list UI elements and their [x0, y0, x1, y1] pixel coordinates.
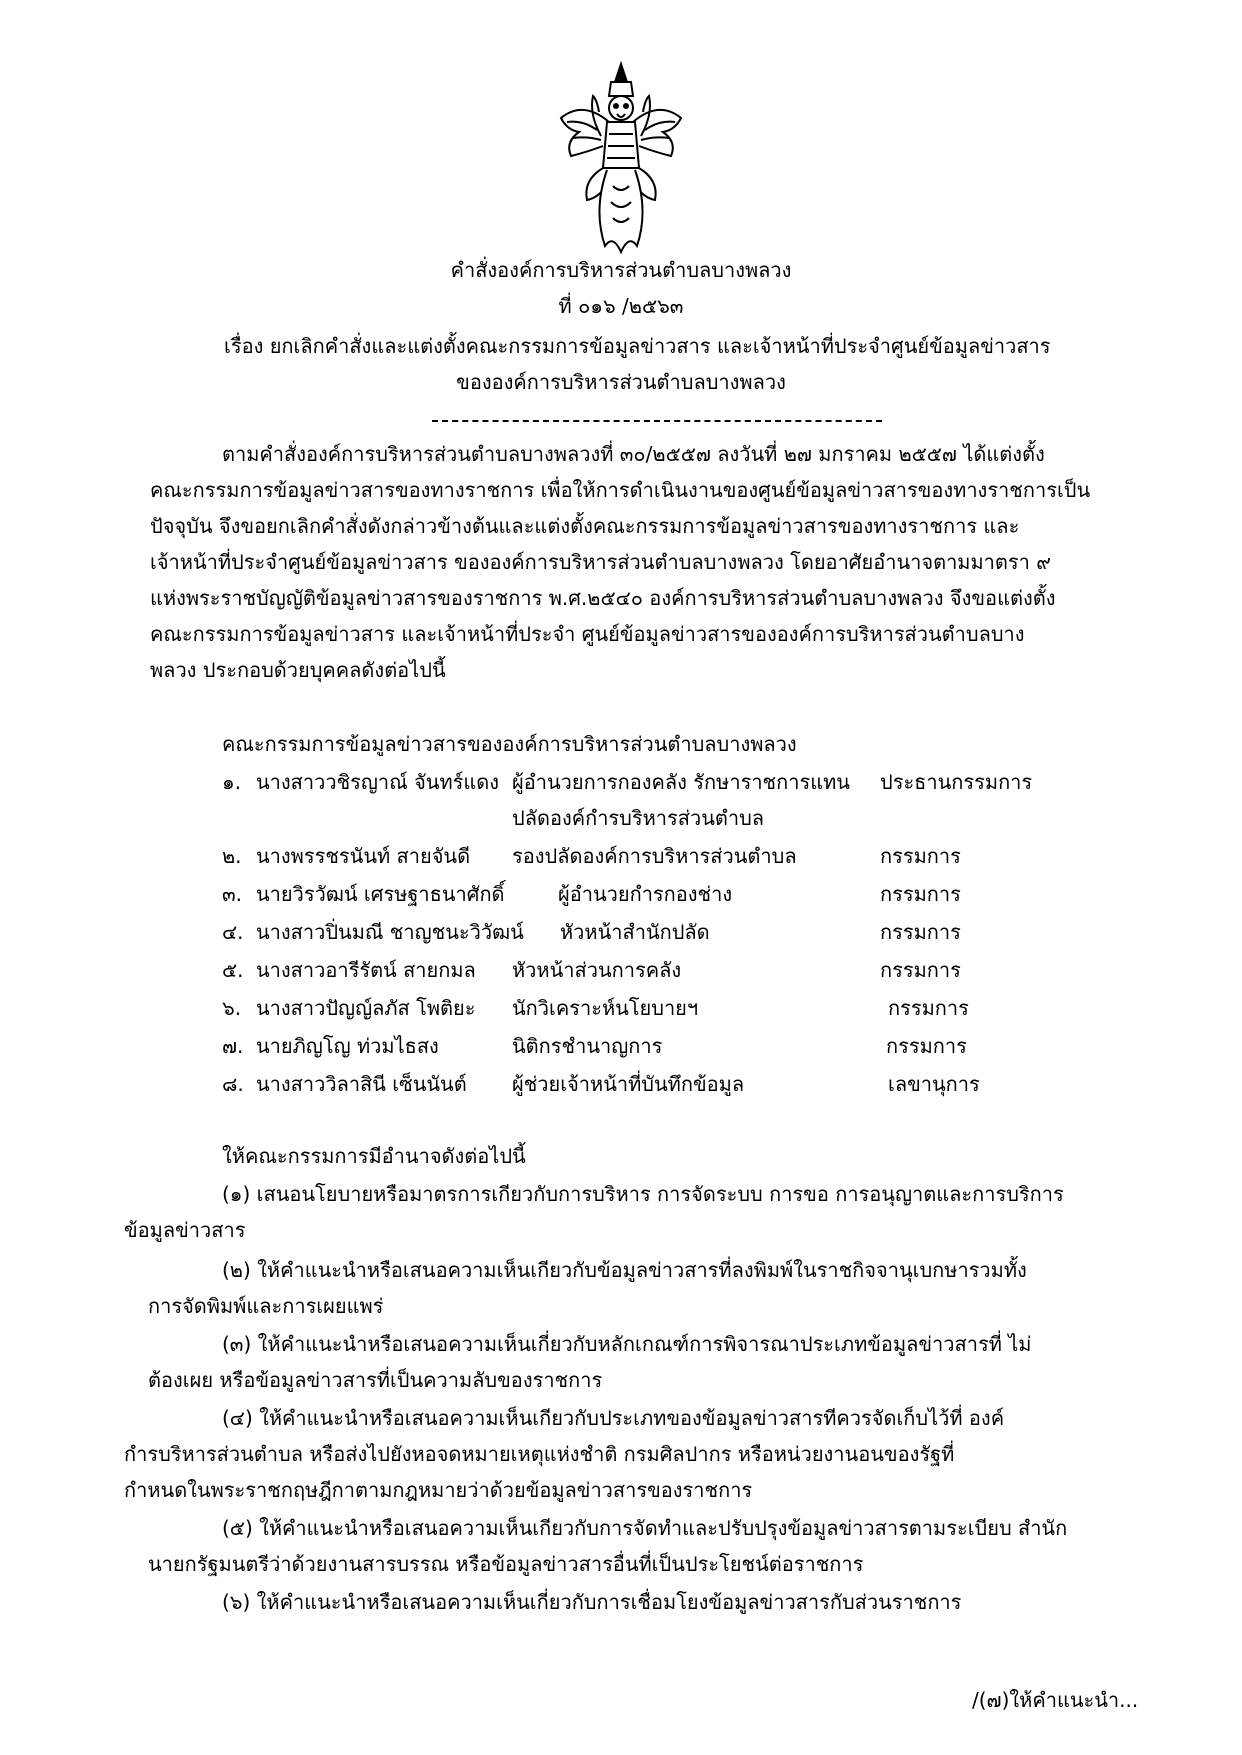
member-name: นายวิรวัฒน์ เศรษฐาธนาศักดิ์ [256, 882, 505, 906]
power-item-continued: ต้องเผย หรือข้อมูลข่าวสารที่เป็นความลับของราชการ [148, 1368, 603, 1392]
member-role: ประธานกรรมการ [880, 770, 1033, 794]
member-position: นิติกรชำนาญการ [512, 1034, 663, 1058]
member-number: ๘. [222, 1072, 244, 1096]
member-name: นางสาววิลาสินี เซ็นนันต์ [256, 1072, 467, 1096]
garuda-emblem-icon [553, 60, 689, 256]
member-role: กรรมการ [880, 882, 961, 906]
member-number: ๑. [222, 770, 242, 794]
member-number: ๒. [222, 844, 242, 868]
intro-line: เจ้าหน้าที่ประจำศูนย์ข้อมูลข่าวสาร ขององค์การบริหารส่วนตำบลบางพลวง โดยอาศัยอำนาจตามมาตรา ๙ [150, 550, 1051, 574]
subject-line-1: เรื่อง ยกเลิกคำสั่งและแต่งตั้งคณะกรรมการข้อมูลข่าวสาร และเจ้าหน้าที่ประจำศูนย์ข้อมูลข่าวสาร [224, 334, 1051, 358]
subject-line-2: ขององค์การบริหารส่วนตำบลบางพลวง [456, 370, 786, 394]
power-item: (๒) ให้คำแนะนำหรือเสนอความเห็นเกียวกับข้อมูลข่าวสารที่ลงพิมพ์ในราชกิจจานุเบกษารวมทั้ง [222, 1258, 1027, 1282]
member-name: นายภิญโญ ท่วมไธสง [256, 1034, 439, 1058]
member-number: ๖. [222, 996, 242, 1020]
continuation-note: /(๗)ให้คำแนะนำ... [972, 1688, 1139, 1712]
member-number: ๔. [222, 920, 244, 944]
intro-line: คณะกรรมการข้อมูลข่าวสาร และเจ้าหน้าที่ประจำ ศูนย์ข้อมูลข่าวสารขององค์การบริหารส่วนตำบลบาง [150, 622, 1025, 646]
member-position: รองปลัดองค์การบริหารส่วนตำบล [512, 844, 797, 868]
intro-line: ตามคำสั่งองค์การบริหารส่วนตำบลบางพลวงที่ ๓๐/๒๕๕๗ ลงวันที่ ๒๗ มกราคม ๒๕๕๗ ได้แต่งตั้ง [222, 442, 1045, 466]
intro-line: ปัจจุบัน จึงขอยกเลิกคำสั่งดังกล่าวข้างต้นและแต่งตั้งคณะกรรมการข้อมูลข่าวสารของทางราชการ และ [150, 514, 1020, 538]
order-number: ที่ ๐๑๖ /๒๕๖๓ [558, 294, 684, 318]
power-item-continued: นายกรัฐมนตรีว่าด้วยงานสารบรรณ หรือข้อมูลข่าวสารอื่นที่เป็นประโยชน์ต่อราชการ [148, 1552, 864, 1576]
member-name: นางพรรชรนันท์ สายจันดี [256, 844, 471, 868]
member-name: นางสาวปิ่นมณี ชาญชนะวิวัฒน์ [256, 920, 524, 944]
member-name: นางสาวปัญญ์ลภัส โพติยะ [256, 996, 476, 1020]
power-item-continued: การจัดพิมพ์และการเผยแพร่ [148, 1294, 384, 1318]
member-position: ผู้ช่วยเจ้าหน้าที่บันทึกข้อมูล [512, 1072, 745, 1096]
member-position-continued: ปลัดองค์กำรบริหารส่วนตำบล [512, 806, 765, 830]
member-position: ผู้อำนวยการกองคลัง รักษาราชการแทน [512, 770, 850, 794]
member-position: หัวหน้าส่วนการคลัง [512, 958, 682, 982]
member-name: นางสาวอารีรัตน์ สายกมล [256, 958, 476, 982]
member-role: กรรมการ [880, 958, 961, 982]
divider [432, 420, 882, 422]
member-number: ๓. [222, 882, 243, 906]
member-name: นางสาววชิรญาณ์ จันทร์แดง [256, 770, 500, 794]
member-role: กรรมการ [880, 844, 961, 868]
order-title: คำสั่งองค์การบริหารส่วนตำบลบางพลวง [450, 258, 792, 282]
power-item: (๔) ให้คำแนะนำหรือเสนอความเห็นเกียวกับประเภทของข้อมูลข่าวสารทีควรจัดเก็บไว้ที่ องค์ [222, 1406, 1005, 1430]
power-item: (๕) ให้คำแนะนำหรือเสนอความเห็นเกียวกับการจัดทำและปรับปรุงข้อมูลข่าวสารตามระเบียบ สำนัก [222, 1516, 1068, 1540]
power-item-continued: กำหนดในพระราชกฤษฎีกาตามกฎหมายว่าด้วยข้อมูลข่าวสารของราชการ [124, 1478, 753, 1502]
member-role: เลขานุการ [888, 1072, 980, 1096]
member-position: หัวหน้าสำนักปลัด [560, 920, 710, 944]
powers-heading: ให้คณะกรรมการมีอำนาจดังต่อไปนี้ [222, 1144, 526, 1168]
power-item-continued: ข้อมูลข่าวสาร [124, 1218, 246, 1242]
member-position: ผู้อำนวยกำรกองช่าง [558, 882, 733, 906]
member-number: ๕. [222, 958, 244, 982]
intro-line: คณะกรรมการข้อมูลข่าวสารของทางราชการ เพื่อให้การดำเนินงานของศูนย์ข้อมูลข่าวสารของทางราชการเป็น [150, 478, 1091, 502]
member-position: นักวิเคราะห์นโยบายฯ [512, 996, 699, 1020]
power-item: (๑) เสนอนโยบายหรือมาตรการเกียวกับการบริหาร การจัดระบบ การขอ การอนุญาตและการบริการ [222, 1182, 1064, 1206]
member-role: กรรมการ [880, 920, 961, 944]
committee-heading: คณะกรรมการข้อมูลข่าวสารขององค์การบริหารส่วนตำบลบางพลวง [222, 732, 797, 756]
power-item: (๓) ให้คำแนะนำหรือเสนอความเห็นเกี่ยวกับหลักเกณฑ์การพิจารณาประเภทข้อมูลข่าวสารที่ ไม่ [222, 1332, 1032, 1356]
intro-line: พลวง ประกอบด้วยบุคคลดังต่อไปนี้ [150, 658, 446, 682]
intro-line: แห่งพระราชบัญญัติข้อมูลข่าวสารของราชการ พ.ศ.๒๕๔๐ องค์การบริหารส่วนตำบลบางพลวง จึงขอแต่งตั้ง [150, 586, 1056, 610]
member-role: กรรมการ [886, 1034, 967, 1058]
member-number: ๗. [222, 1034, 244, 1058]
power-item-continued: กำรบริหารส่วนตำบล หรือส่งไปยังหอจดหมายเหตุแห่งชำติ กรมศิลปากร หรือหน่วยงานอนของรัฐที่ [124, 1442, 955, 1466]
power-item: (๖) ให้คำแนะนำหรือเสนอความเห็นเกี่ยวกับการเชื่อมโยงข้อมูลข่าวสารกับส่วนราชการ [222, 1590, 962, 1614]
member-role: กรรมการ [888, 996, 969, 1020]
